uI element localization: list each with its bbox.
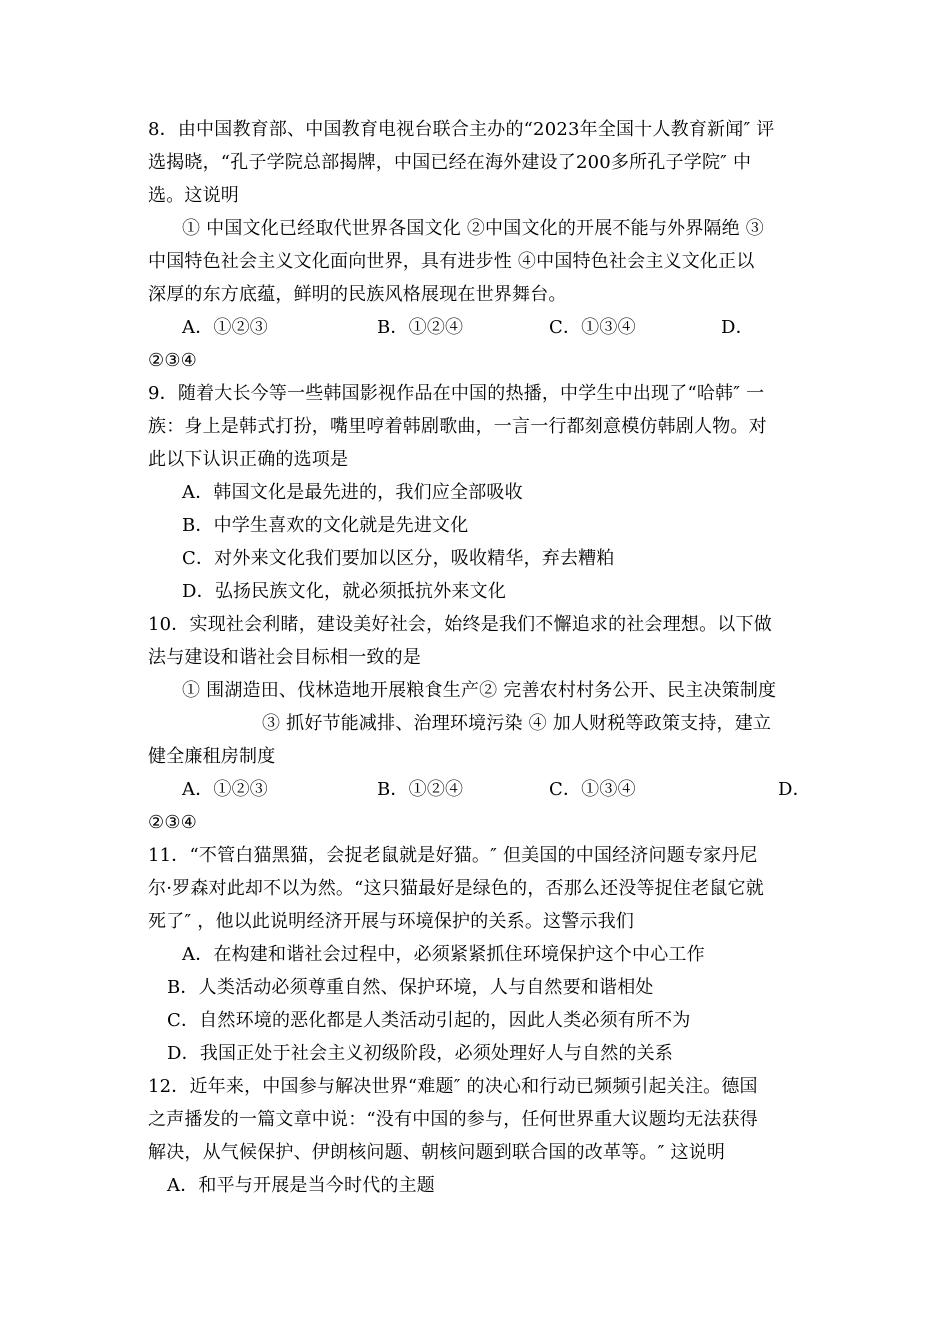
q9-option-b: B．中学生喜欢的文化就是先进文化 [182, 515, 469, 536]
q10-option-d: D． [778, 779, 811, 800]
q10-option-c: C．①③④ [549, 779, 636, 800]
q8-option-d-wrap: ②③④ [148, 350, 198, 371]
q8-statement-line-1: ① 中国文化已经取代世界各国文化 ②中国文化的开展不能与外界隔绝 ③ [182, 218, 764, 239]
q12-option-a: A．和平与开展是当今时代的主题 [167, 1175, 435, 1196]
q8-stem-line-2: 选揭晓，“孔子学院总部揭牌，中国已经在海外建设了200多所孔子学院″ 中 [148, 152, 752, 173]
q11-option-d: D．我国正处于社会主义初级阶段，必须处理好人与自然的关系 [167, 1043, 674, 1064]
q10-statement-line-3: 健全廉租房制度 [148, 746, 276, 767]
q8-option-d: D． [721, 317, 754, 338]
q8-option-c: C．①③④ [549, 317, 636, 338]
q8-statement-line-3: 深厚的东方底蕴，鲜明的民族风格展现在世界舞台。 [148, 284, 567, 305]
q12-stem-line-1: 12．近年来，中国参与解决世界“难题″ 的决心和行动已频频引起关注。德国 [148, 1076, 758, 1097]
q11-stem-line-2: 尔·罗森对此却不以为然。“这只猫最好是绿色的，否那么还没等捉住老鼠它就 [148, 878, 764, 899]
q10-stem-line-1: 10．实现社会利睹，建设美好社会，始终是我们不懈追求的社会理想。以下做 [148, 614, 772, 635]
q10-option-b: B．①②④ [377, 779, 464, 800]
q10-option-a: A．①②③ [182, 779, 268, 800]
q9-stem-line-2: 族：身上是韩式打扮，嘴里哼着韩剧歌曲，一言一行都刻意模仿韩剧人物。对 [148, 416, 767, 437]
q9-option-d: D．弘扬民族文化，就必须抵抗外来文化 [182, 581, 507, 602]
q10-statement-line-2: ③ 抓好节能减排、治理环境污染 ④ 加人财税等政策支持，建立 [262, 713, 772, 734]
q8-option-a: A．①②③ [182, 317, 268, 338]
q12-stem-line-3: 解决，从气候保护、伊朗核问题、朝核问题到联合国的改革等。″ 这说明 [148, 1142, 726, 1163]
q8-stem-line-1: 8．由中国教育部、中国教育电视台联合主办的“2023年全国十人教育新闻″ 评 [148, 119, 775, 140]
q9-option-a: A．韩国文化是最先进的，我们应全部吸收 [182, 482, 523, 503]
q8-option-b: B．①②④ [377, 317, 464, 338]
q11-stem-line-1: 11．“不管白猫黑猫，会捉老鼠就是好猫。″ 但美国的中国经济问题专家丹尼 [148, 845, 758, 866]
q11-option-c: C．自然环境的恶化都是人类活动引起的，因此人类必须有所不为 [167, 1010, 691, 1031]
q9-stem-line-1: 9．随着大长今等一些韩国影视作品在中国的热播，中学生中出现了“哈韩″ 一 [148, 383, 765, 404]
q10-option-d-wrap: ②③④ [148, 812, 198, 833]
q10-statement-line-1: ① 围湖造田、伐林造地开展粮食生产② 完善农村村务公开、民主决策制度 [182, 680, 777, 701]
q8-stem-line-3: 选。这说明 [148, 185, 239, 206]
q8-statement-line-2: 中国特色社会主义文化面向世界，具有进步性 ④中国特色社会主义文化正以 [148, 251, 755, 272]
q10-stem-line-2: 法与建设和谐社会目标相一致的是 [148, 647, 421, 668]
q11-stem-line-3: 死了″ ，他以此说明经济开展与环境保护的关系。这警示我们 [148, 911, 635, 932]
q11-option-a: A．在构建和谐社会过程中，必须紧紧抓住环境保护这个中心工作 [182, 944, 705, 965]
q11-option-b: B．人类活动必须尊重自然、保护环境，人与自然要和谐相处 [167, 977, 654, 998]
q12-stem-line-2: 之声播发的一篇文章中说：“没有中国的参与，任何世界重大议题均无法获得 [148, 1109, 758, 1130]
q9-stem-line-3: 此以下认识正确的选项是 [148, 449, 349, 470]
q9-option-c: C．对外来文化我们要加以区分，吸收精华，弃去糟粕 [182, 548, 615, 569]
